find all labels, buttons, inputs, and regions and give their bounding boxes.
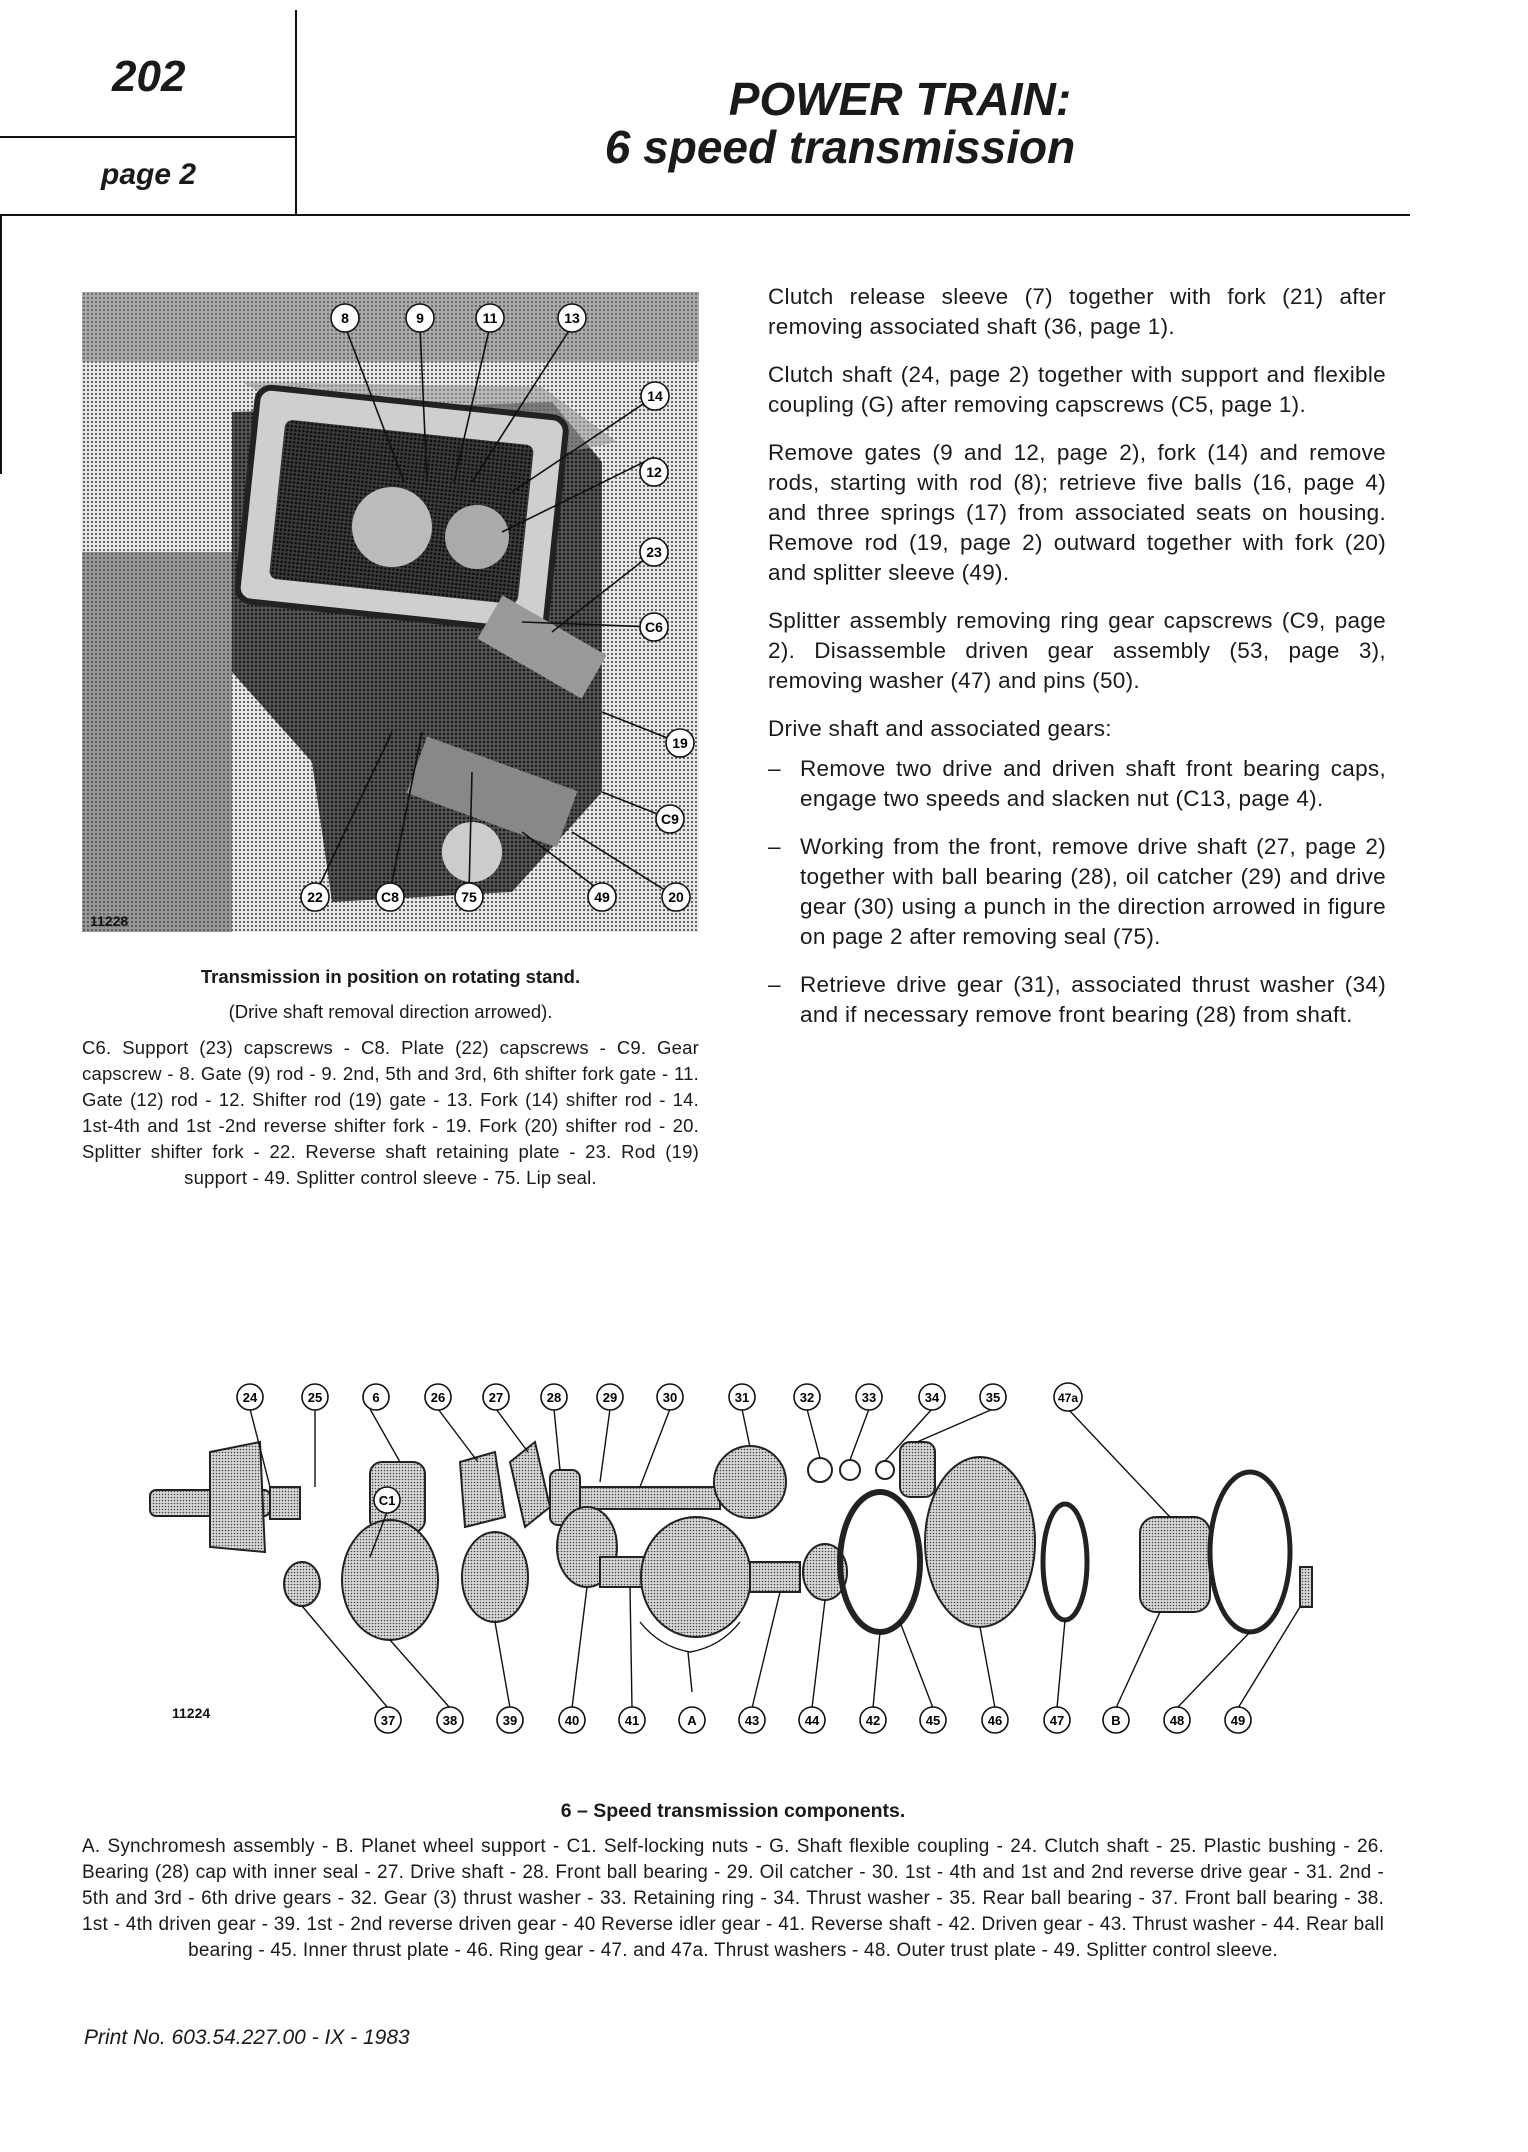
callout-13: 13 — [564, 310, 580, 326]
procedure-text — [768, 282, 1386, 1048]
callout-38: 38 — [442, 1713, 458, 1728]
components-caption-body: A. Synchromesh assembly - B. Planet wheel support - C1. Self-locking nuts - G. Shaft flexible coupling - 24. Clutch shaft - 25. Plastic bushing - 26. Bearing (28) cap with inner seal - 27. Drive shaft - 28. Front ball bearing - 29. Oil catcher - 30. 1st - 4th and 1st and 2nd reverse drive gear - 31. 2nd - 5th and 3rd - 6th drive gears - 32. Gear (3) thrust washer - 33. Retaining ring - 34. Thrust washer - 35. Rear ball bearing - 37. Front ball bearing - 38. 1st - 4th driven gear - 39. 1st - 2nd reverse driven gear - 40 Reverse idler gear - 41. Reverse shaft - 42. Driven gear - 43. Thrust washer - 44. Rear ball bearing - 45. Inner thrust plate - 46. Ring gear - 47. and 47a. Thrust washers - 48. Outer trust plate - 49. Splitter control sleeve. — [82, 1836, 1384, 1961]
callout-43: 43 — [744, 1713, 760, 1728]
procedure-step-3 — [768, 970, 1386, 1030]
callout-c1: C1 — [378, 1493, 396, 1508]
callout-34: 34 — [924, 1390, 940, 1405]
callout-9: 9 — [416, 310, 424, 326]
procedure-paragraph-5: Drive shaft and associated gears: — [768, 716, 1112, 741]
callout-b: B — [1111, 1713, 1121, 1728]
step-1-text: Remove two drive and driven shaft front bearing caps, engage two speeds and slacken nut (C13, page 4). — [800, 756, 1386, 811]
callout-48: 48 — [1169, 1713, 1185, 1728]
callout-32: 32 — [799, 1390, 815, 1405]
callout-26: 26 — [430, 1390, 446, 1405]
header-left-divider — [0, 136, 296, 138]
page-title-line2: 6 speed transmission — [604, 121, 1076, 173]
callout-28: 28 — [546, 1390, 562, 1405]
callout-23: 23 — [646, 544, 662, 560]
callout-29: 29 — [602, 1390, 618, 1405]
procedure-step-2 — [768, 832, 1386, 952]
page-number: 202 — [112, 52, 186, 101]
header-vertical-rule — [295, 10, 297, 215]
drawing-figure-number: 11224 — [172, 1705, 211, 1721]
procedure-paragraph-4: Splitter assembly removing ring gear capscrews (C9, page 2). Disassemble driven gear assembly (53, page 3), removing washer (47) and pins (50). — [768, 608, 1386, 693]
callout-c8: C8 — [381, 889, 399, 905]
callout-30: 30 — [662, 1390, 678, 1405]
callout-35: 35 — [985, 1390, 1001, 1405]
callout-c9: C9 — [661, 811, 679, 827]
callout-20: 20 — [668, 889, 684, 905]
callout-42: 42 — [865, 1713, 881, 1728]
callout-49-drawing: 49 — [1230, 1713, 1246, 1728]
callout-33: 33 — [861, 1390, 877, 1405]
callout-39: 39 — [502, 1713, 518, 1728]
header-bottom-rule — [0, 214, 1410, 216]
upper-shaft-parts — [150, 1442, 935, 1552]
callout-41: 41 — [624, 1713, 640, 1728]
callout-6: 6 — [372, 1390, 380, 1405]
dash-bullet: – — [768, 834, 781, 859]
transmission-photo — [82, 292, 699, 932]
callout-44: 44 — [804, 1713, 820, 1728]
callout-46: 46 — [987, 1713, 1003, 1728]
photo-figure-number: 11228 — [90, 913, 129, 929]
left-margin-tick — [0, 214, 2, 474]
callout-22: 22 — [307, 889, 323, 905]
callout-14: 14 — [647, 388, 663, 404]
step-2-text: Working from the front, remove drive shaft (27, page 2) together with ball bearing (28), oil catcher (29) and drive gear (30) using a punch in the direction arrowed in figure on page 2 after removing seal (75). — [800, 834, 1386, 949]
callout-27: 27 — [488, 1390, 504, 1405]
callout-47a: 47a — [1057, 1391, 1079, 1405]
callout-75: 75 — [461, 889, 477, 905]
photo-caption-sub: (Drive shaft removal direction arrowed). — [228, 1001, 553, 1022]
callout-19: 19 — [672, 735, 688, 751]
callout-40: 40 — [564, 1713, 580, 1728]
components-caption-title: 6 – Speed transmission components. — [560, 1800, 906, 1822]
callout-11: 11 — [482, 310, 498, 326]
callout-25: 25 — [307, 1390, 323, 1405]
procedure-paragraph-1: Clutch release sleeve (7) together with fork (21) after removing associated shaft (36, page 1). — [768, 284, 1386, 339]
callout-c6: C6 — [645, 619, 663, 635]
procedure-step-1 — [768, 754, 1386, 814]
photo-caption-title: Transmission in position on rotating stand. — [200, 966, 581, 987]
print-number: Print No. 603.54.227.00 - IX - 1983 — [84, 2026, 410, 2049]
page-sub-label: page 2 — [101, 158, 197, 191]
dash-bullet: – — [768, 972, 781, 997]
callout-12: 12 — [646, 464, 662, 480]
page-title-line1: POWER TRAIN: — [728, 73, 1072, 125]
callout-45: 45 — [925, 1713, 941, 1728]
callout-8: 8 — [341, 310, 349, 326]
callout-31: 31 — [734, 1390, 750, 1405]
callout-37: 37 — [380, 1713, 396, 1728]
callout-24: 24 — [242, 1390, 258, 1405]
callout-a: A — [687, 1713, 697, 1728]
step-3-text: Retrieve drive gear (31), associated thrust washer (34) and if necessary remove front bearing (28) from shaft. — [800, 972, 1386, 1027]
photo-caption-body: C6. Support (23) capscrews - C8. Plate (22) capscrews - C9. Gear capscrew - 8. Gate (9) rod - 9. 2nd, 5th and 3rd, 6th shifter fork gate - 11. Gate (12) rod - 12. Shifter rod (19) gate - 13. Fork (14) shifter rod - 14. 1st-4th and 1st -2nd reverse shifter fork - 19. Fork (20) shifter rod - 20. Splitter shifter fork - 22. Reverse shaft retaining plate - 23. Rod (19) support - 49. Splitter control sleeve - 75. Lip seal. — [82, 1037, 699, 1188]
callout-47: 47 — [1049, 1713, 1065, 1728]
procedure-paragraph-3: Remove gates (9 and 12, page 2), fork (14) and remove rods, starting with rod (8); retrieve five balls (16, page 4) and three springs (17) from associated seats on housing. Remove rod (19, page 2) outward together with fork (20) and splitter sleeve (49). — [768, 440, 1386, 585]
lower-shaft-parts — [284, 1457, 1312, 1640]
callout-49: 49 — [594, 889, 610, 905]
procedure-paragraph-2: Clutch shaft (24, page 2) together with support and flexible coupling (G) after removing capscrews (C5, page 1). — [768, 362, 1386, 417]
exploded-components-drawing — [140, 1322, 1320, 1742]
dash-bullet: – — [768, 756, 781, 781]
